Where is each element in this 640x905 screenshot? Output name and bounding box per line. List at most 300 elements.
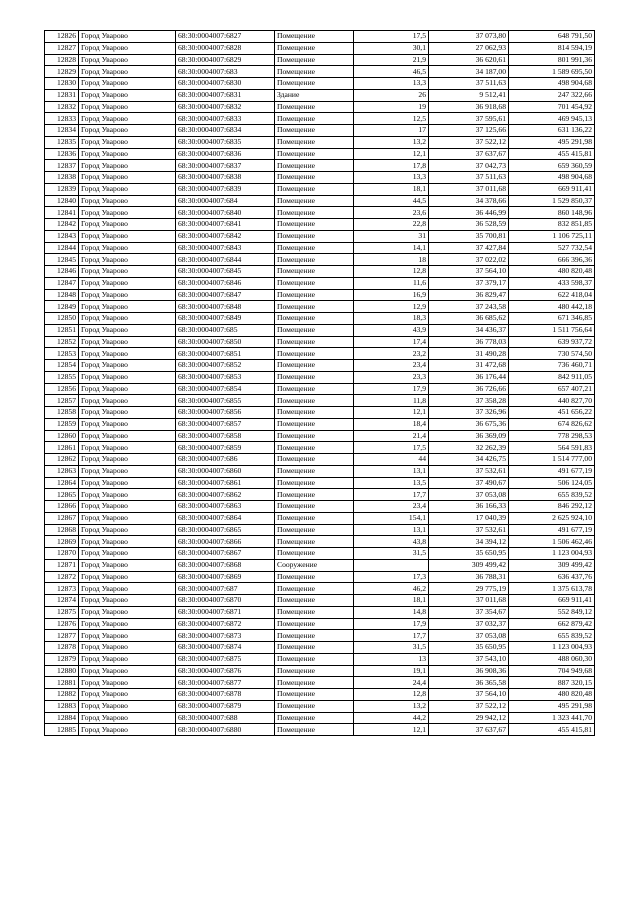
cell-price-per-m2: 9 512,41 — [429, 89, 509, 101]
cell-cadastral-number: 68:30:0004007:6863 — [176, 501, 275, 513]
cell-id: 12849 — [45, 301, 79, 313]
cell-area: 17,9 — [354, 383, 429, 395]
cell-locality: Город Уварово — [79, 665, 176, 677]
cell-object-type: Помещение — [275, 371, 354, 383]
cell-area: 43,8 — [354, 536, 429, 548]
cell-cadastral-value: 498 904,68 — [509, 78, 595, 90]
table-row — [45, 689, 595, 701]
cell-cadastral-number: 68:30:0004007:6877 — [176, 677, 275, 689]
cell-cadastral-value: 801 991,36 — [509, 54, 595, 66]
table-row — [45, 724, 595, 736]
cell-price-per-m2: 37 354,67 — [429, 606, 509, 618]
cell-cadastral-value: 491 677,19 — [509, 524, 595, 536]
table-row — [45, 489, 595, 501]
cell-id: 12854 — [45, 360, 79, 372]
table-row — [45, 78, 595, 90]
cell-object-type: Помещение — [275, 489, 354, 501]
cell-area: 13,1 — [354, 465, 429, 477]
cell-price-per-m2: 37 490,67 — [429, 477, 509, 489]
cell-cadastral-value: 1 506 462,46 — [509, 536, 595, 548]
table-row — [45, 101, 595, 113]
cell-area: 12,1 — [354, 148, 429, 160]
cell-cadastral-number: 68:30:0004007:6842 — [176, 230, 275, 242]
cell-cadastral-value: 674 826,62 — [509, 418, 595, 430]
cell-id: 12873 — [45, 583, 79, 595]
table-row — [45, 301, 595, 313]
cell-cadastral-number: 68:30:0004007:6872 — [176, 618, 275, 630]
cell-cadastral-value: 701 454,92 — [509, 101, 595, 113]
table-row — [45, 183, 595, 195]
cell-id: 12869 — [45, 536, 79, 548]
cell-locality: Город Уварово — [79, 172, 176, 184]
cell-area: 44,5 — [354, 195, 429, 207]
cell-price-per-m2: 34 436,37 — [429, 324, 509, 336]
cell-id: 12846 — [45, 266, 79, 278]
cell-id: 12871 — [45, 559, 79, 571]
cell-price-per-m2: 36 908,36 — [429, 665, 509, 677]
cell-cadastral-value: 469 945,13 — [509, 113, 595, 125]
cell-cadastral-number: 68:30:0004007:6832 — [176, 101, 275, 113]
cell-object-type: Помещение — [275, 148, 354, 160]
cell-price-per-m2: 37 522,12 — [429, 700, 509, 712]
cell-id: 12835 — [45, 136, 79, 148]
cell-cadastral-value: 1 106 725,11 — [509, 230, 595, 242]
cell-price-per-m2: 37 522,12 — [429, 136, 509, 148]
cell-price-per-m2: 29 775,19 — [429, 583, 509, 595]
cell-cadastral-value: 1 511 756,64 — [509, 324, 595, 336]
cell-cadastral-number: 68:30:0004007:6876 — [176, 665, 275, 677]
cell-area: 154,1 — [354, 512, 429, 524]
cell-id: 12857 — [45, 395, 79, 407]
cell-area: 31 — [354, 230, 429, 242]
cell-object-type: Помещение — [275, 700, 354, 712]
cell-price-per-m2: 37 011,68 — [429, 595, 509, 607]
cell-locality: Город Уварово — [79, 407, 176, 419]
cell-locality: Город Уварово — [79, 125, 176, 137]
table-row — [45, 536, 595, 548]
cell-object-type: Помещение — [275, 571, 354, 583]
cell-locality: Город Уварово — [79, 395, 176, 407]
table-row — [45, 219, 595, 231]
cell-object-type: Помещение — [275, 277, 354, 289]
cell-cadastral-value: 704 949,68 — [509, 665, 595, 677]
cell-object-type: Помещение — [275, 407, 354, 419]
cadastral-value-table — [44, 30, 595, 736]
cell-id: 12870 — [45, 548, 79, 560]
cell-locality: Город Уварово — [79, 148, 176, 160]
cell-area: 14,8 — [354, 606, 429, 618]
cell-cadastral-number: 68:30:0004007:6837 — [176, 160, 275, 172]
table-row — [45, 454, 595, 466]
table-row — [45, 277, 595, 289]
cell-locality: Город Уварово — [79, 383, 176, 395]
cell-object-type: Помещение — [275, 548, 354, 560]
table-row — [45, 559, 595, 571]
cell-cadastral-value: 887 320,15 — [509, 677, 595, 689]
cell-object-type: Помещение — [275, 418, 354, 430]
cell-locality: Город Уварово — [79, 642, 176, 654]
cell-price-per-m2: 32 262,39 — [429, 442, 509, 454]
cell-price-per-m2: 35 650,95 — [429, 548, 509, 560]
cell-object-type: Помещение — [275, 172, 354, 184]
cell-price-per-m2: 37 326,96 — [429, 407, 509, 419]
cell-area: 17,8 — [354, 160, 429, 172]
cell-id: 12838 — [45, 172, 79, 184]
cell-locality: Город Уварово — [79, 230, 176, 242]
cell-id: 12848 — [45, 289, 79, 301]
cell-cadastral-value: 666 396,36 — [509, 254, 595, 266]
cell-cadastral-number: 68:30:0004007:6859 — [176, 442, 275, 454]
cell-cadastral-number: 68:30:0004007:6836 — [176, 148, 275, 160]
cell-price-per-m2: 37 637,67 — [429, 724, 509, 736]
cell-cadastral-number: 68:30:0004007:6831 — [176, 89, 275, 101]
cell-price-per-m2: 36 675,36 — [429, 418, 509, 430]
cell-price-per-m2: 37 511,63 — [429, 78, 509, 90]
cell-locality: Город Уварово — [79, 195, 176, 207]
cell-object-type: Помещение — [275, 501, 354, 513]
cell-cadastral-value: 655 839,52 — [509, 630, 595, 642]
cell-id: 12852 — [45, 336, 79, 348]
cell-price-per-m2: 35 650,95 — [429, 642, 509, 654]
cell-cadastral-value: 648 791,50 — [509, 31, 595, 43]
cell-area: 43,9 — [354, 324, 429, 336]
cell-area: 18,1 — [354, 595, 429, 607]
cell-price-per-m2: 36 726,66 — [429, 383, 509, 395]
cell-id: 12882 — [45, 689, 79, 701]
cell-cadastral-number: 68:30:0004007:6834 — [176, 125, 275, 137]
cell-area: 12,8 — [354, 266, 429, 278]
cell-cadastral-number: 68:30:0004007:6862 — [176, 489, 275, 501]
cell-cadastral-number: 68:30:0004007:6852 — [176, 360, 275, 372]
table-row — [45, 595, 595, 607]
cell-area: 13 — [354, 653, 429, 665]
cell-object-type: Помещение — [275, 712, 354, 724]
cell-locality: Город Уварово — [79, 630, 176, 642]
cell-cadastral-value: 669 911,41 — [509, 595, 595, 607]
cell-area: 18,3 — [354, 313, 429, 325]
cell-id: 12883 — [45, 700, 79, 712]
cell-object-type: Помещение — [275, 524, 354, 536]
cell-cadastral-number: 68:30:0004007:6873 — [176, 630, 275, 642]
cell-object-type: Помещение — [275, 289, 354, 301]
cell-cadastral-value: 1 589 695,50 — [509, 66, 595, 78]
table-row — [45, 606, 595, 618]
cell-cadastral-value: 622 418,04 — [509, 289, 595, 301]
cell-area: 13,1 — [354, 524, 429, 536]
cell-price-per-m2: 29 942,12 — [429, 712, 509, 724]
cell-cadastral-number: 68:30:0004007:6853 — [176, 371, 275, 383]
cell-area: 46,2 — [354, 583, 429, 595]
cell-cadastral-value: 1 375 613,78 — [509, 583, 595, 595]
cell-cadastral-number: 68:30:0004007:6854 — [176, 383, 275, 395]
cell-cadastral-value: 1 323 441,70 — [509, 712, 595, 724]
cell-id: 12864 — [45, 477, 79, 489]
cell-cadastral-number: 68:30:0004007:688 — [176, 712, 275, 724]
cell-cadastral-value: 564 591,83 — [509, 442, 595, 454]
cell-id: 12826 — [45, 31, 79, 43]
cell-price-per-m2: 37 032,37 — [429, 618, 509, 630]
cell-cadastral-number: 68:30:0004007:6855 — [176, 395, 275, 407]
cell-area: 23,6 — [354, 207, 429, 219]
table-row — [45, 371, 595, 383]
cell-cadastral-number: 68:30:0004007:6841 — [176, 219, 275, 231]
table-row — [45, 665, 595, 677]
cell-cadastral-value: 527 732,54 — [509, 242, 595, 254]
cell-cadastral-value: 433 598,37 — [509, 277, 595, 289]
cell-locality: Город Уварово — [79, 360, 176, 372]
cell-area: 30,1 — [354, 42, 429, 54]
cell-cadastral-value: 480 820,48 — [509, 266, 595, 278]
cell-object-type: Помещение — [275, 113, 354, 125]
cell-cadastral-number: 68:30:0004007:6838 — [176, 172, 275, 184]
cell-id: 12868 — [45, 524, 79, 536]
cell-price-per-m2: 36 369,09 — [429, 430, 509, 442]
cell-locality: Город Уварово — [79, 477, 176, 489]
cell-id: 12861 — [45, 442, 79, 454]
cell-id: 12847 — [45, 277, 79, 289]
table-row — [45, 54, 595, 66]
cell-cadastral-number: 68:30:0004007:6850 — [176, 336, 275, 348]
cell-cadastral-number: 68:30:0004007:6880 — [176, 724, 275, 736]
cell-price-per-m2: 37 379,17 — [429, 277, 509, 289]
cell-id: 12827 — [45, 42, 79, 54]
cell-cadastral-number: 68:30:0004007:6856 — [176, 407, 275, 419]
cell-object-type: Помещение — [275, 31, 354, 43]
cell-area: 13,2 — [354, 700, 429, 712]
cell-cadastral-value: 655 839,52 — [509, 489, 595, 501]
cell-locality: Город Уварово — [79, 524, 176, 536]
cell-locality: Город Уварово — [79, 689, 176, 701]
cell-price-per-m2: 309 499,42 — [429, 559, 509, 571]
cell-price-per-m2: 37 125,66 — [429, 125, 509, 137]
cell-area: 16,9 — [354, 289, 429, 301]
cell-id: 12836 — [45, 148, 79, 160]
cell-locality: Город Уварово — [79, 336, 176, 348]
cell-locality: Город Уварово — [79, 277, 176, 289]
cell-object-type: Помещение — [275, 606, 354, 618]
table-row — [45, 618, 595, 630]
cell-id: 12881 — [45, 677, 79, 689]
cell-id: 12862 — [45, 454, 79, 466]
cell-id: 12830 — [45, 78, 79, 90]
table-row — [45, 418, 595, 430]
cell-area: 44,2 — [354, 712, 429, 724]
cell-area: 18,4 — [354, 418, 429, 430]
cell-cadastral-number: 68:30:0004007:6879 — [176, 700, 275, 712]
cell-cadastral-number: 68:30:0004007:6835 — [176, 136, 275, 148]
cell-id: 12845 — [45, 254, 79, 266]
cell-area: 17,5 — [354, 442, 429, 454]
table-row — [45, 160, 595, 172]
cell-area: 19,1 — [354, 665, 429, 677]
cell-cadastral-number: 68:30:0004007:6830 — [176, 78, 275, 90]
cell-locality: Город Уварово — [79, 348, 176, 360]
cell-id: 12840 — [45, 195, 79, 207]
cell-cadastral-number: 68:30:0004007:6868 — [176, 559, 275, 571]
cell-locality: Город Уварово — [79, 724, 176, 736]
cell-locality: Город Уварово — [79, 512, 176, 524]
cell-area: 31,5 — [354, 548, 429, 560]
cell-locality: Город Уварово — [79, 254, 176, 266]
cell-locality: Город Уварово — [79, 219, 176, 231]
cell-id: 12851 — [45, 324, 79, 336]
table-row — [45, 442, 595, 454]
table-row — [45, 324, 595, 336]
cell-id: 12837 — [45, 160, 79, 172]
cell-price-per-m2: 37 564,10 — [429, 266, 509, 278]
cell-cadastral-number: 68:30:0004007:6845 — [176, 266, 275, 278]
cell-id: 12878 — [45, 642, 79, 654]
cell-cadastral-number: 68:30:0004007:6839 — [176, 183, 275, 195]
cell-object-type: Помещение — [275, 136, 354, 148]
table-row — [45, 172, 595, 184]
cell-area: 17,7 — [354, 630, 429, 642]
cell-area: 17,4 — [354, 336, 429, 348]
cell-locality: Город Уварово — [79, 78, 176, 90]
table-row — [45, 630, 595, 642]
cell-cadastral-number: 68:30:0004007:6829 — [176, 54, 275, 66]
table-row — [45, 89, 595, 101]
cell-locality: Город Уварово — [79, 583, 176, 595]
table-row — [45, 712, 595, 724]
cell-locality: Город Уварово — [79, 266, 176, 278]
table-body — [45, 31, 595, 736]
cell-area: 26 — [354, 89, 429, 101]
cell-area: 17 — [354, 125, 429, 137]
cell-price-per-m2: 37 511,63 — [429, 172, 509, 184]
cell-id: 12879 — [45, 653, 79, 665]
cell-id: 12884 — [45, 712, 79, 724]
cell-price-per-m2: 35 700,81 — [429, 230, 509, 242]
cell-locality: Город Уварово — [79, 371, 176, 383]
cell-object-type: Помещение — [275, 618, 354, 630]
table-row — [45, 524, 595, 536]
cell-price-per-m2: 37 358,28 — [429, 395, 509, 407]
table-row — [45, 266, 595, 278]
cell-locality: Город Уварово — [79, 653, 176, 665]
cell-cadastral-value: 495 291,98 — [509, 700, 595, 712]
cell-price-per-m2: 37 532,61 — [429, 524, 509, 536]
cell-area: 11,8 — [354, 395, 429, 407]
cell-id: 12877 — [45, 630, 79, 642]
cell-object-type: Помещение — [275, 125, 354, 137]
cell-object-type: Помещение — [275, 360, 354, 372]
cell-cadastral-number: 68:30:0004007:6827 — [176, 31, 275, 43]
table-row — [45, 31, 595, 43]
cell-object-type: Помещение — [275, 465, 354, 477]
cell-area: 44 — [354, 454, 429, 466]
cell-locality: Город Уварово — [79, 136, 176, 148]
cell-area: 13,3 — [354, 78, 429, 90]
cell-price-per-m2: 34 426,75 — [429, 454, 509, 466]
cell-area: 23,3 — [354, 371, 429, 383]
cell-cadastral-number: 68:30:0004007:6875 — [176, 653, 275, 665]
cell-locality: Город Уварово — [79, 113, 176, 125]
cell-id: 12843 — [45, 230, 79, 242]
cell-object-type: Помещение — [275, 254, 354, 266]
cell-object-type: Помещение — [275, 653, 354, 665]
cell-object-type: Помещение — [275, 183, 354, 195]
cell-object-type: Помещение — [275, 383, 354, 395]
cell-locality: Город Уварово — [79, 559, 176, 571]
cell-area: 46,5 — [354, 66, 429, 78]
cell-cadastral-number: 68:30:0004007:6833 — [176, 113, 275, 125]
cell-cadastral-value: 657 407,21 — [509, 383, 595, 395]
cell-id: 12839 — [45, 183, 79, 195]
cell-locality: Город Уварово — [79, 66, 176, 78]
cell-cadastral-number: 68:30:0004007:6866 — [176, 536, 275, 548]
cell-cadastral-value: 1 529 850,37 — [509, 195, 595, 207]
cell-id: 12880 — [45, 665, 79, 677]
cell-id: 12867 — [45, 512, 79, 524]
cell-id: 12855 — [45, 371, 79, 383]
cell-area: 17,3 — [354, 571, 429, 583]
cell-cadastral-value: 2 625 924,10 — [509, 512, 595, 524]
cell-area: 17,7 — [354, 489, 429, 501]
cell-price-per-m2: 17 040,39 — [429, 512, 509, 524]
cell-object-type: Помещение — [275, 454, 354, 466]
cell-object-type: Помещение — [275, 266, 354, 278]
table-row — [45, 195, 595, 207]
cell-price-per-m2: 37 637,67 — [429, 148, 509, 160]
cell-cadastral-value: 495 291,98 — [509, 136, 595, 148]
cell-price-per-m2: 37 042,73 — [429, 160, 509, 172]
cell-cadastral-value: 662 879,42 — [509, 618, 595, 630]
cell-price-per-m2: 36 829,47 — [429, 289, 509, 301]
cell-price-per-m2: 37 011,68 — [429, 183, 509, 195]
cell-price-per-m2: 31 472,68 — [429, 360, 509, 372]
cell-locality: Город Уварово — [79, 595, 176, 607]
table-row — [45, 407, 595, 419]
table-row — [45, 289, 595, 301]
cell-area: 31,5 — [354, 642, 429, 654]
cell-object-type: Помещение — [275, 512, 354, 524]
cell-object-type: Помещение — [275, 313, 354, 325]
cell-area: 17,9 — [354, 618, 429, 630]
cell-object-type: Помещение — [275, 689, 354, 701]
cell-price-per-m2: 36 620,61 — [429, 54, 509, 66]
cell-area: 18 — [354, 254, 429, 266]
table-row — [45, 501, 595, 513]
cell-price-per-m2: 36 685,62 — [429, 313, 509, 325]
cell-object-type: Помещение — [275, 595, 354, 607]
cell-object-type: Помещение — [275, 195, 354, 207]
table-row — [45, 336, 595, 348]
cell-cadastral-value: 440 827,70 — [509, 395, 595, 407]
table-row — [45, 383, 595, 395]
cell-id: 12866 — [45, 501, 79, 513]
cell-id: 12841 — [45, 207, 79, 219]
table-row — [45, 512, 595, 524]
cell-object-type: Помещение — [275, 630, 354, 642]
cell-price-per-m2: 37 427,84 — [429, 242, 509, 254]
table-row — [45, 642, 595, 654]
table-row — [45, 66, 595, 78]
cell-cadastral-value: 451 656,22 — [509, 407, 595, 419]
cell-cadastral-value: 455 415,81 — [509, 148, 595, 160]
cell-area: 13,5 — [354, 477, 429, 489]
cell-area: 17,5 — [354, 31, 429, 43]
cell-locality: Город Уварово — [79, 536, 176, 548]
cell-price-per-m2: 37 532,61 — [429, 465, 509, 477]
cell-locality: Город Уварово — [79, 42, 176, 54]
cell-object-type: Помещение — [275, 348, 354, 360]
cell-cadastral-number: 68:30:0004007:687 — [176, 583, 275, 595]
cell-id: 12874 — [45, 595, 79, 607]
cell-id: 12860 — [45, 430, 79, 442]
cell-object-type: Помещение — [275, 477, 354, 489]
cell-object-type: Помещение — [275, 42, 354, 54]
